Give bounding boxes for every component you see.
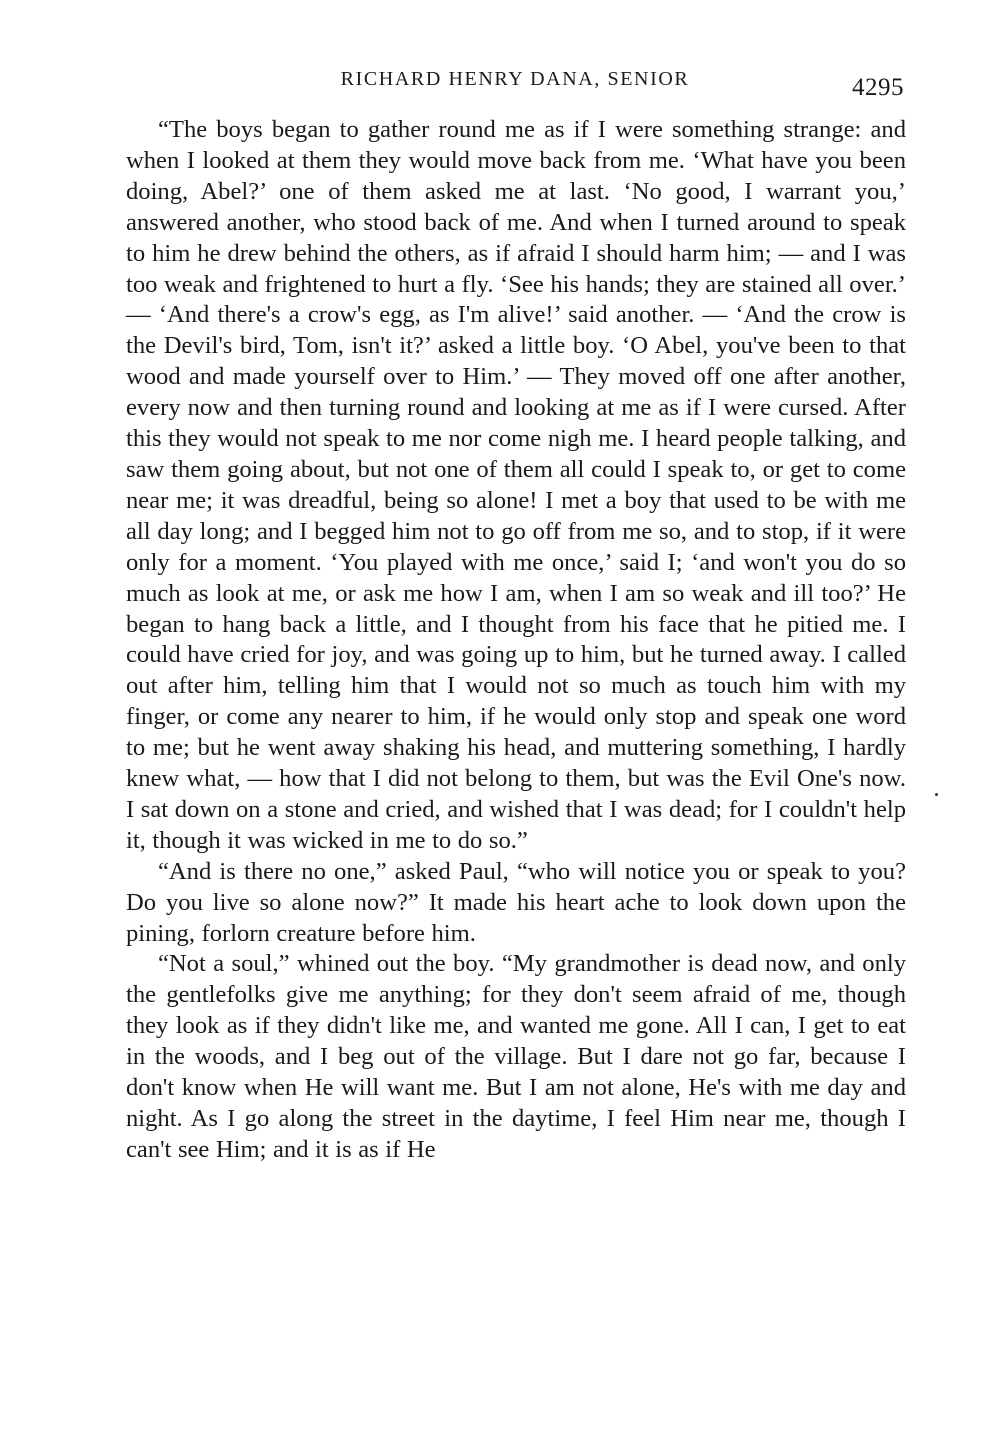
paragraph: “Not a soul,” whined out the boy. “My grandmother is dead now, and only the gentlefolks give me anything; for they don't seem afraid of me, though they look as if they didn't like me, and wanted me gone. All I can, I get to eat in the woods, and I beg out of the village. But I dare not go far, because I don't know when He will want me. But I am not alone, He's with me day and night. As I go along the street in the daytime, I feel Him near me, though I can't see Him; and it is as if He [126, 950, 906, 1163]
paragraph: “And is there no one,” asked Paul, “who will notice you or speak to you? Do you live so alone now?” It made his heart ache to look down upon the pining, forlorn creature before him. [126, 857, 906, 947]
running-head: RICHARD HENRY DANA, SENIOR [340, 68, 690, 90]
body-text [126, 115, 906, 1166]
page-number: 4295 [852, 74, 904, 101]
paragraph: “The boys began to gather round me as if I were something strange: and when I looked at them they would move back from me. ‘What have you been doing, Abel?’ one of them asked me at last. ‘No good, I warrant you,’ answered another, who stood back of me. And when I turned around to speak to him he drew behind the others, as if afraid I should harm him; — and I was too weak and frightened to hurt a fly. ‘See his hands; they are stained all over.’ — ‘And there's a crow's egg, as I'm alive!’ said another. — ‘And the crow is the Devil's bird, Tom, isn't it?’ asked a little boy. ‘O Abel, you've been to that wood and made yourself over to Him.’ — They moved off one after another, every now and then turning round and looking at me as if I were cursed. After this they would not speak to me nor come nigh me. I heard people talking, and saw them going about, but not one of them all could I speak to, or get to come near me; it was dreadful, being so alone! I met a boy that used to be with me all day long; and I begged him not to go off from me so, and to stop, if it were only for a moment. ‘You played with me once,’ said I; ‘and won't you do so much as look at me, or ask me how I am, when I am so weak and ill too?’ He began to hang back a little, and I thought from his face that he pitied me. I could have cried for joy, and was going up to him, but he turned away. I called out after him, telling him that I would not so much as touch him with my finger, or come any nearer to him, if he would only stop and speak one word to me; but he went away shaking his head, and muttering something, I hardly knew what, — how that I did not belong to them, but was the Evil One's now. I sat down on a stone and cried, and wished that I was dead; for I couldn't help it, though it was wicked in me to do so.” [126, 116, 906, 854]
print-speck [935, 793, 938, 796]
page-header [126, 62, 904, 102]
